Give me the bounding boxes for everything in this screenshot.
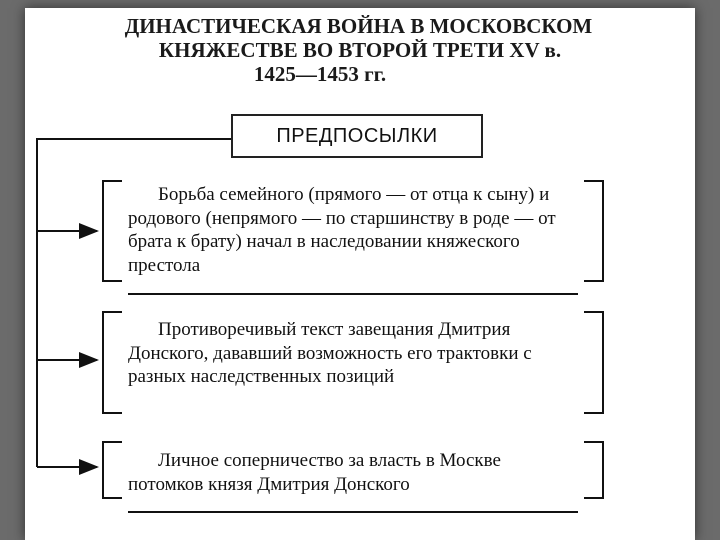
- title-line-1: ДИНАСТИЧЕСКАЯ ВОЙНА В МОСКОВСКОМ: [124, 14, 593, 38]
- preconditions-header: ПРЕДПОСЫЛКИ: [231, 114, 483, 158]
- title-line-3: 1425—1453 гг.: [253, 62, 387, 86]
- cause-1-text: Борьба семейного (прямого — от отца к сыну) и родового (непрямого — по старшинству в роде — от брата к брату) начал в наследовании княжеского престола: [128, 184, 556, 276]
- title-line-2: КНЯЖЕСТВЕ ВО ВТОРОЙ ТРЕТИ XV в.: [158, 38, 562, 62]
- cause-3-text: Личное соперничество за власть в Москве потомков князя Дмитрия Донского: [128, 450, 501, 495]
- cause-2-text: Противоречивый текст завещания Дмитрия Донского, дававший возможность его трактовки с разных наследственных позиций: [128, 319, 532, 387]
